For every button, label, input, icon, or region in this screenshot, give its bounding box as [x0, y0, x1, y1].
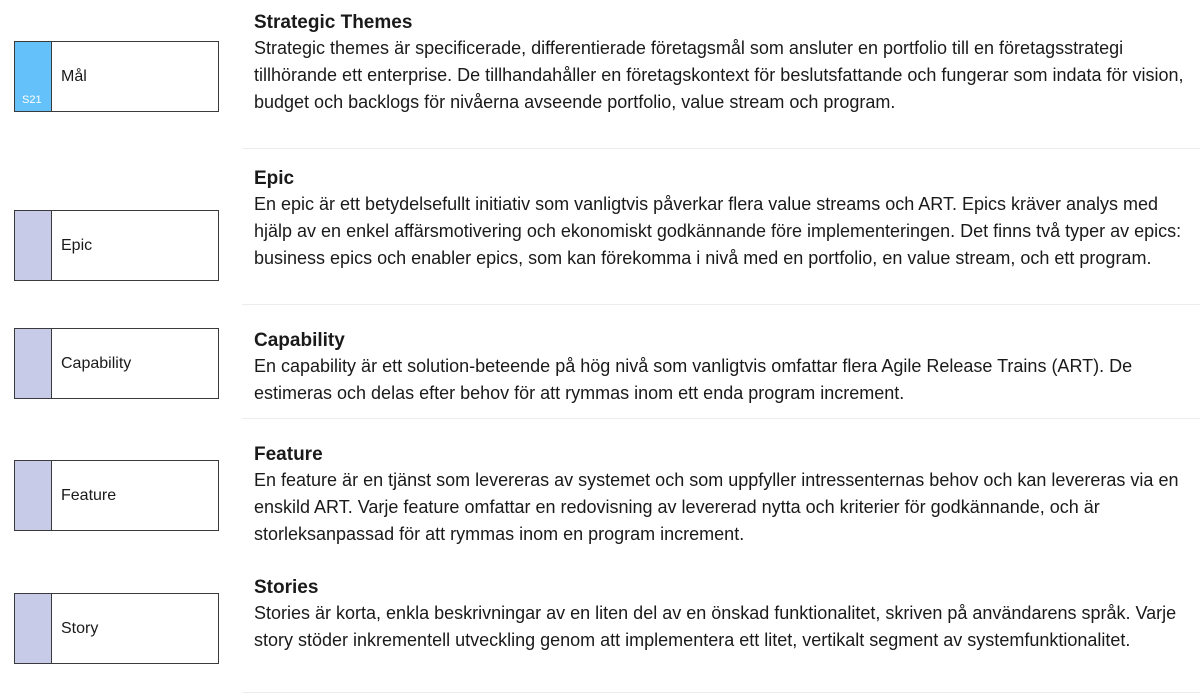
card-stripe-feature [15, 461, 52, 530]
card-label-goal: Mål [61, 67, 87, 85]
card-capability [14, 328, 219, 399]
card-goal [14, 41, 219, 112]
section-stories [254, 576, 1200, 654]
section-strategic-themes [254, 11, 1200, 116]
divider [242, 692, 1200, 693]
card-label-capability: Capability [61, 354, 132, 372]
section-feature [254, 443, 1200, 548]
card-label-epic: Epic [61, 236, 93, 254]
section-body: Stories är korta, enkla beskrivningar av en liten del av en önskad funktionalitet, skriven på användarens språk. Varje story stöder inkrementell utveckling genom att implementera ett litet, vertikalt segment av systemfunktionalitet. [254, 603, 1177, 650]
section-body: Strategic themes är specificerade, differentierade företagsmål som ansluter en portfolio till en företagsstrategi tillhörande ett enterprise. De tillhandahåller en företagskontext för beslutsfattande och fungerar som indata för vision, budget och backlogs för nivåerna avseende portfolio, value stream och program. [254, 38, 1184, 112]
section-title: Capability [254, 330, 345, 351]
card-stripe-goal [15, 42, 52, 111]
card-stripe-epic [15, 211, 52, 280]
section-title: Strategic Themes [254, 12, 413, 33]
section-body: En capability är ett solution-beteende på hög nivå som vanligtvis omfattar flera Agile Release Trains (ART). De estimeras och delas efter behov för att rymmas inom ett enda program increment. [254, 356, 1133, 403]
card-stripe-capability [15, 329, 52, 398]
card-epic [14, 210, 219, 281]
section-title: Epic [254, 168, 295, 189]
section-epic [254, 167, 1200, 272]
section-title: Stories [254, 577, 319, 598]
card-label-story: Story [61, 619, 99, 637]
card-story [14, 593, 219, 664]
section-capability [254, 329, 1200, 407]
divider [242, 304, 1200, 305]
divider [242, 148, 1200, 149]
card-label-feature: Feature [61, 486, 117, 504]
section-title: Feature [254, 444, 323, 465]
divider [242, 418, 1200, 419]
section-body: En epic är ett betydelsefullt initiativ som vanligtvis påverkar flera value streams och ART. Epics kräver analys med hjälp av en enkel affärsmotivering och ekonomiskt godkännande före implementeringen. Det finns två typer av epics: business epics och enabler epics, som kan förekomma i nivå med en portfolio, en value stream, och ett program. [254, 194, 1182, 268]
card-stripe-story [15, 594, 52, 663]
section-body: En feature är en tjänst som levereras av systemet och som uppfyller intressenternas behov och kan levereras via en enskild ART. Varje feature omfattar en redovisning av levererad nytta och kriterier för godkännande, och är storleksanpassad för att rymmas inom en program increment. [254, 470, 1179, 544]
card-feature [14, 460, 219, 531]
card-code: S21 [22, 94, 42, 106]
